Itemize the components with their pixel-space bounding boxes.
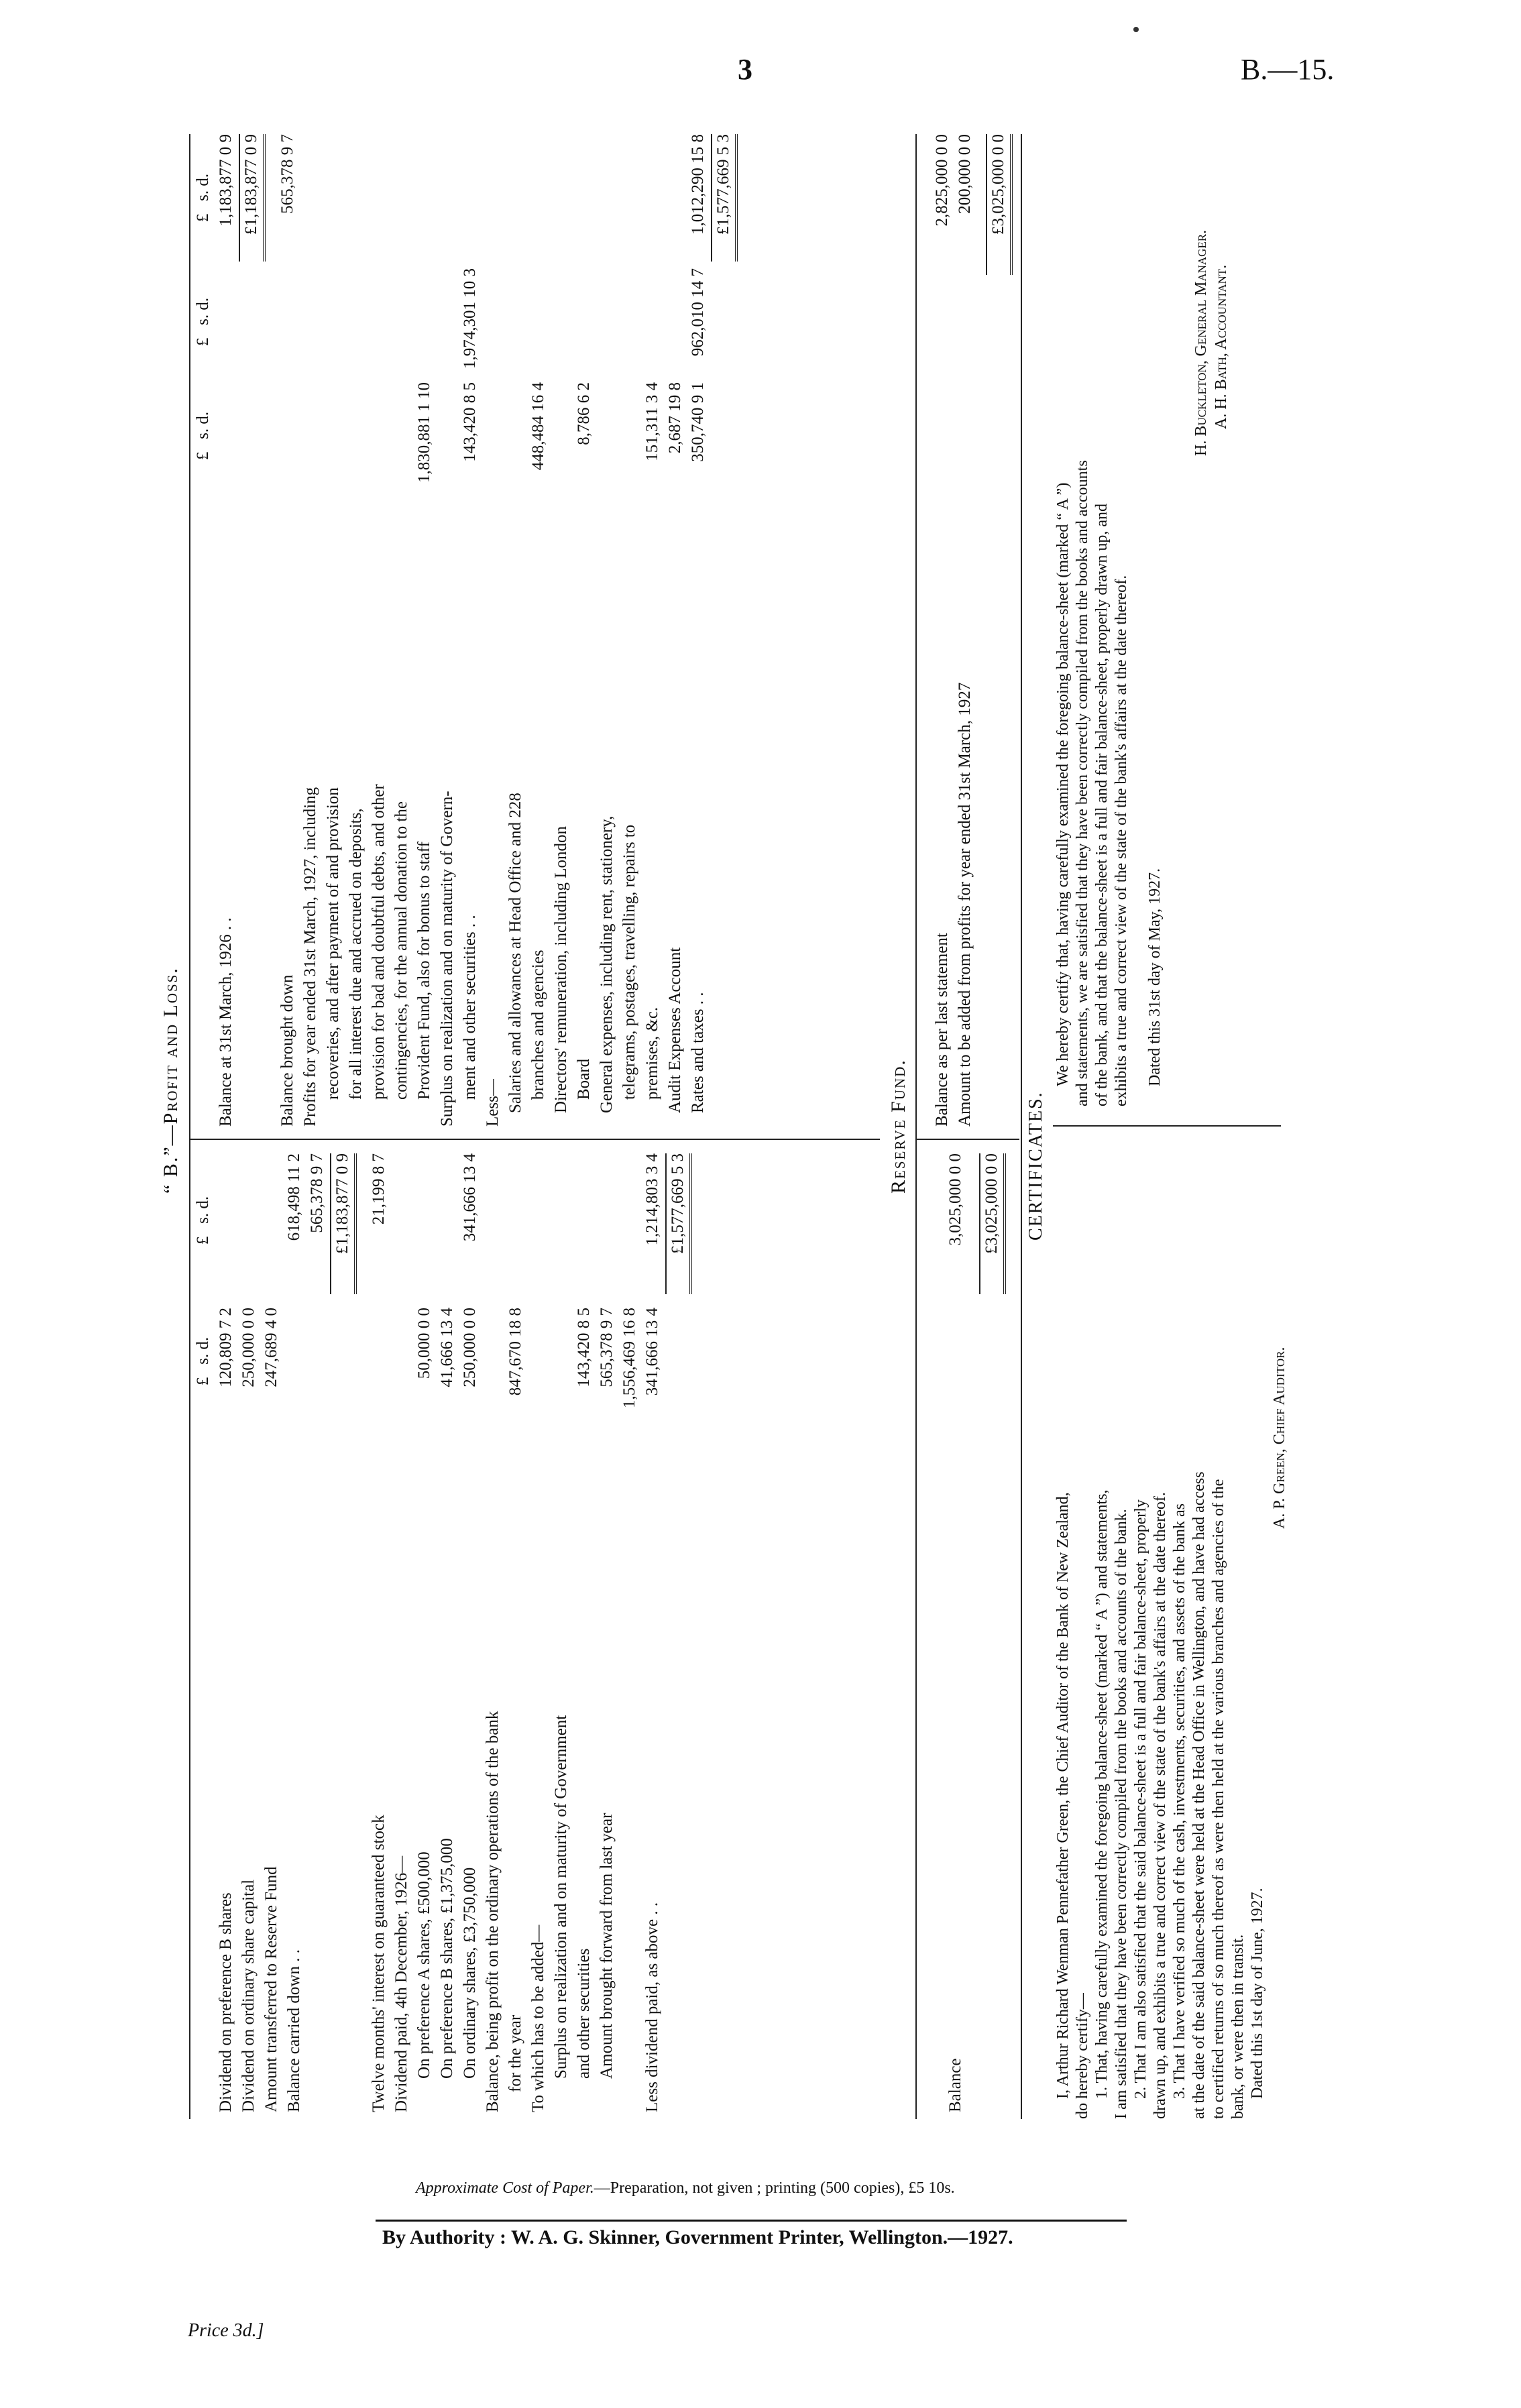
debit-amount: 50,000 0 0 [415,1308,433,1379]
credit-amount: 8,786 6 2 [575,382,593,445]
debit-amount: 143,420 8 5 [575,1308,593,1387]
cert-left-line: Dated this 1st day of June, 1927. [1249,1888,1266,2099]
chief-auditor-signature: A. P. Green, Chief Auditor. [1271,1346,1288,1529]
credit-amount: 448,484 16 4 [529,382,547,471]
ink-dot [1133,27,1139,32]
cert-left-line: 1. That, having carefully examined the foregoing balance-sheet (marked “ A ”) and statements, [1093,1489,1111,2099]
cert-right-line: of the bank, and that the balance-sheet is a full and fair balance-sheet, properly drawn up, and [1093,504,1111,1106]
credit-total-col: 1,012,290 15 8 [689,134,707,235]
cert-left-line: at the date of the said balance-sheet were held at the Head Office in Wellington, and have had access [1190,1471,1208,2119]
credit-label: for all interest due and accrued on deposits, [347,808,365,1100]
reserve-rule-top [915,134,917,2119]
debit-total: £1,183,877 0 9 [330,1153,357,1294]
cert-left-line: drawn up, and exhibits a true and correct view of the state of the bank's affairs at the date thereof. [1151,1492,1169,2119]
credit-amount: 151,311 3 4 [643,382,661,461]
credit-total-col: 565,378 9 7 [278,134,296,214]
credit-label: Profits for year ended 31st March, 1927, including [301,787,319,1127]
rule-center [189,1139,880,1140]
credit-extended: 1,974,301 10 3 [461,268,479,369]
debit-amount: 120,809 7 2 [217,1308,235,1387]
debit-label: Dividend paid, 4th December, 1926— [392,1855,410,2112]
credit-extended: 962,010 14 7 [689,268,707,357]
debit-amount: 250,000 0 0 [461,1308,479,1387]
credit-total: £1,183,877 0 9 [239,134,266,262]
credit-total-col: 1,183,877 0 9 [217,134,235,227]
debit-label: On preference B shares, £1,375,000 [438,1838,456,2079]
cert-left-line: do hereby certify— [1074,1993,1091,2119]
cert-left-line: I, Arthur Richard Wenman Pennefather Green, the Chief Auditor of the Bank of New Zealand, [1054,1492,1072,2099]
reserve-rule-bottom [1021,134,1022,2119]
credit-label: telegrams, postages, travelling, repairs to [620,824,638,1100]
col-head-right-2: £ s. d. [194,297,212,347]
reserve-credit-label: Amount to be added from profits for year ended 31st March, 1927 [956,682,974,1127]
page-number: 3 [738,53,752,86]
reserve-debit-amount: 3,025,000 0 0 [946,1153,964,1246]
reserve-credit-total: £3,025,000 0 0 [986,134,1013,275]
reserve-credit-amount: 200,000 0 0 [956,134,974,214]
cert-left-line: 3. That I have verified so much of the cash, investments, securities, and assets of the bank as [1171,1503,1188,2099]
cert-left-line: bank, or were then in transit. [1229,1934,1247,2119]
debit-label: Less dividend paid, as above . . [643,1902,661,2112]
footer-rule [376,2220,1127,2222]
debit-label: Amount brought forward from last year [598,1813,616,2079]
debit-label: and other securities [575,1948,593,2079]
rotated-financial-statement [161,121,1301,2132]
debit-extended: 618,498 11 2 [285,1153,303,1241]
credit-label: premises, &c. [643,1007,661,1100]
debit-label: Surplus on realization and on maturity of Government [552,1715,570,2079]
accountant-signature: A. H. Bath, Accountant. [1213,264,1230,429]
debit-label: for the year [506,2014,524,2092]
credit-label: General expenses, including rent, stationery, [598,815,616,1113]
credit-label: Salaries and allowances at Head Office and 228 [506,793,524,1113]
debit-label: Amount transferred to Reserve Fund [262,1866,280,2112]
credit-amount: 350,740 9 1 [689,382,707,462]
credit-label: Directors' remuneration, including London [552,825,570,1113]
printer-authority: By Authority : W. A. G. Skinner, Government Printer, Wellington.—1927. [382,2226,1013,2248]
credit-label: provision for bad and doubtful debts, and other [370,784,388,1100]
debit-label: Balance, being profit on the ordinary operations of the bank [484,1711,502,2112]
credit-label: Balance at 31st March, 1926 . . [217,917,235,1127]
credit-label: contingencies, for the annual donation to the [392,801,410,1100]
debit-amount: 847,670 18 8 [506,1308,524,1396]
debit-label: Dividend on preference B shares [217,1892,235,2112]
col-head-right-1: £ s. d. [194,411,212,461]
debit-label: On preference A shares, £500,000 [415,1851,433,2079]
reserve-debit-label: Balance [946,2058,964,2112]
debit-extended: 21,199 8 7 [370,1153,388,1225]
col-head-left-1: £ s. d. [194,1336,212,1386]
credit-label: Audit Expenses Account [666,947,684,1113]
document-code: B.—15. [1241,53,1335,86]
debit-label: Twelve months' interest on guaranteed stock [370,1815,388,2112]
cert-left-line: I am satisfied that they have been correctly compiled from the books and accounts of the bank. [1113,1509,1130,2119]
credit-label: ment and other securities . . [461,915,479,1100]
cert-left-line: to certified returns of so much thereof as were then held at the various branches and agencies of the [1210,1479,1227,2119]
credit-label: Provident Fund, also for bonus to staff [415,842,433,1100]
debit-amount: 341,666 13 4 [643,1308,661,1396]
cert-right-line: and statements, we are satisfied that they have been correctly compiled from the books and accounts [1074,460,1091,1106]
reserve-credit-label: Balance as per last statement [933,933,951,1127]
price-note: Price 3d.] [188,2320,264,2341]
credit-amount: 1,830,881 1 10 [415,382,433,483]
debit-amount: 565,378 9 7 [598,1308,616,1387]
debit-label: To which has to be added— [529,1925,547,2112]
credit-amount: 2,687 19 8 [666,382,684,454]
debit-extended: 1,214,803 3 4 [643,1153,661,1246]
debit-amount: 250,000 0 0 [239,1308,258,1387]
debit-amount: 247,689 4 0 [262,1308,280,1387]
debit-label: On ordinary shares, £3,750,000 [461,1867,479,2079]
debit-amount: 41,666 13 4 [438,1308,456,1387]
cert-right-line: Dated this 31st day of May, 1927. [1146,868,1164,1086]
debit-total: £1,577,669 5 3 [665,1153,692,1294]
cert-right-line: exhibits a true and correct view of the state of the bank's affairs at the date thereof. [1113,575,1130,1106]
reserve-debit-total: £3,025,000 0 0 [979,1153,1006,1294]
credit-label: recoveries, and after payment of and provision [324,787,342,1100]
credit-label: Rates and taxes . . [689,992,707,1113]
credit-amount: 143,420 8 5 [461,382,479,462]
paper-cost-note: Approximate Cost of Paper.—Preparation, not given ; printing (500 copies), £5 10s. [416,2179,955,2197]
general-manager-signature: H. Buckleton, General Manager. [1192,229,1210,456]
profit-loss-title: “ B.”—Profit and Loss. [160,967,182,1194]
credit-total: £1,577,669 5 3 [711,134,738,262]
reserve-rule-center [915,1139,1019,1140]
col-head-left-2: £ s. d. [194,1196,212,1245]
reserve-credit-amount: 2,825,000 0 0 [933,134,951,227]
credit-label: Surplus on realization and on maturity of Govern- [438,791,456,1127]
debit-extended: 341,666 13 4 [461,1153,479,1242]
debit-amount: 1,556,469 16 8 [620,1308,638,1408]
rule-top [189,134,190,2119]
debit-label: Balance carried down . . [285,1949,303,2112]
reserve-fund-title: Reserve Fund. [887,1059,909,1194]
debit-label: Dividend on ordinary share capital [239,1879,258,2112]
credit-label: Less— [484,1079,502,1127]
cert-left-line: 2. That I am also satisfied that the said balance-sheet is a full and fair balance-sheet, properly [1132,1499,1149,2099]
cert-divider [1053,1125,1281,1127]
debit-extended: 565,378 9 7 [308,1153,326,1233]
credit-label: Balance brought down [278,974,296,1127]
credit-label: Board [575,1058,593,1100]
credit-label: branches and agencies [529,950,547,1100]
cert-right-line: We hereby certify that, having carefully examined the foregoing balance-sheet (marked “ A ”) [1054,482,1072,1086]
col-head-right-3: £ s. d. [194,173,212,223]
certificates-title: CERTIFICATES. [1025,1091,1046,1241]
